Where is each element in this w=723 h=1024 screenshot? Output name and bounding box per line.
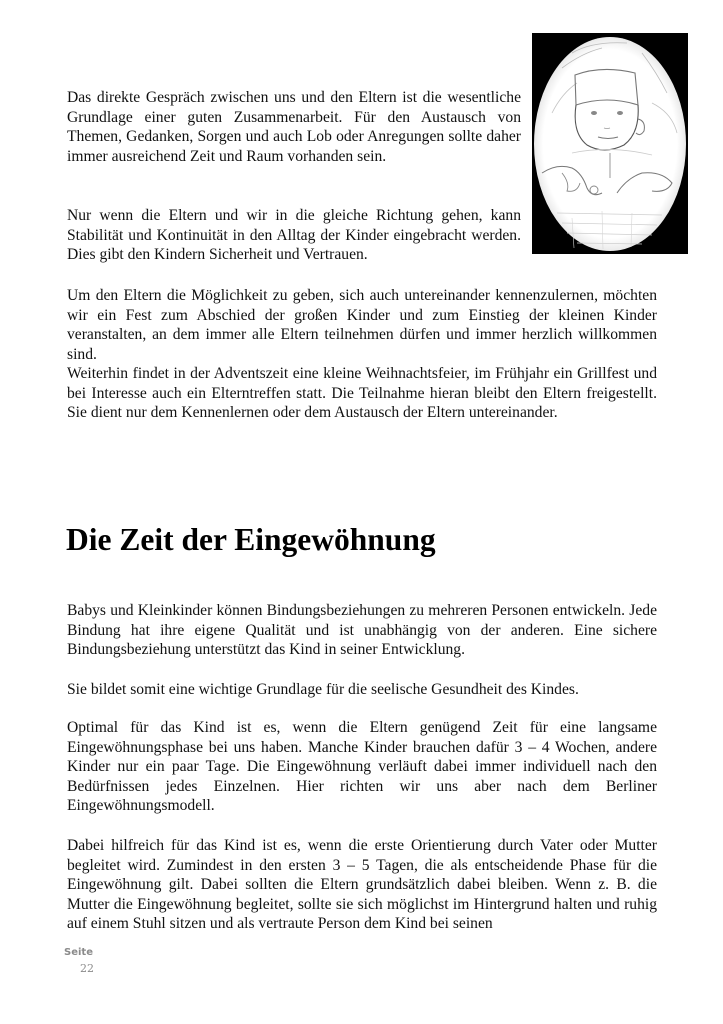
paragraph-parent-accompaniment: Dabei hilfreich für das Kind ist es, wenn die erste Orientierung durch Vater oder Mutter begleitet wird. Zumindest in den ersten 3 – 5 Tagen, die als entscheidende Phase für die Eingewöhnung gilt. Dabei sollten die Eltern grundsätzlich dabei bleiben. Wenn z. B. die Mutter die Eingewöhnung begleitet, sollte sie sich möglichst im Hintergrund halten und ruhig auf einem Stuhl sitzen und als vertraute Person dem Kind bei seinen [67,837,657,933]
paragraph-parent-events: Um den Eltern die Möglichkeit zu geben, sich auch untereinander kennenzulernen, möchten wir ein Fest zum Abschied der großen Kinder und zum Einstieg der kleinen Kinder veranstalten, an dem immer alle Eltern teilnehmen dürfen und immer herzlich willkommen sind. [67,287,657,363]
baby-photo-image [532,33,688,254]
paragraph-mental-health: Sie bildet somit eine wichtige Grundlage für die seelische Gesundheit des Kindes. [67,681,579,698]
paragraph-parent-conversation: Das direkte Gespräch zwischen uns und den Eltern ist die wesentliche Grundlage einer guten Zusammenarbeit. Für den Austausch von Themen, Gedanken, Sorgen und auch Lob oder Anregungen sollte daher immer ausreichend Zeit und Raum vorhanden sein. [67,89,521,165]
page-number: 22 [80,962,94,975]
paragraph-settling-phase: Optimal für das Kind ist es, wenn die Eltern genügend Zeit für eine langsame Eingewöhnungsphase bei uns haben. Manche Kinder brauchen dafür 3 – 4 Wochen, andere Kinder nur ein paar Tage. Die Eingewöhnung verläuft dabei immer individuell nach den Bedürfnissen jedes Einzelnen. Hier richten wir uns aber nach dem Berliner Eingewöhnungsmodell. [67,719,657,815]
section-heading: Die Zeit der Eingewöhnung [66,522,436,557]
paragraph-celebrations: Weiterhin findet in der Adventszeit eine kleine Weihnachtsfeier, im Frühjahr ein Grillfest und bei Interesse auch ein Elterntreffen statt. Die Teilnahme hieran bleibt den Eltern freigestellt. Sie dient nur dem Kennenlernen oder dem Austausch der Eltern untereinander. [67,365,657,422]
paragraph-stability: Nur wenn die Eltern und wir in die gleiche Richtung gehen, kann Stabilität und Kontinuität in den Alltag der Kinder eingebracht werden. Dies gibt den Kindern Sicherheit und Vertrauen. [67,207,521,264]
paragraph-attachment: Babys und Kleinkinder können Bindungsbeziehungen zu mehreren Personen entwickeln. Jede Bindung hat ihre eigene Qualität und ist unabhängig von der anderen. Eine sichere Bindungsbeziehung unterstützt das Kind in seiner Entwicklung. [67,602,657,659]
baby-sketch-icon [532,33,688,254]
page-footer-label: Seite [64,947,93,958]
